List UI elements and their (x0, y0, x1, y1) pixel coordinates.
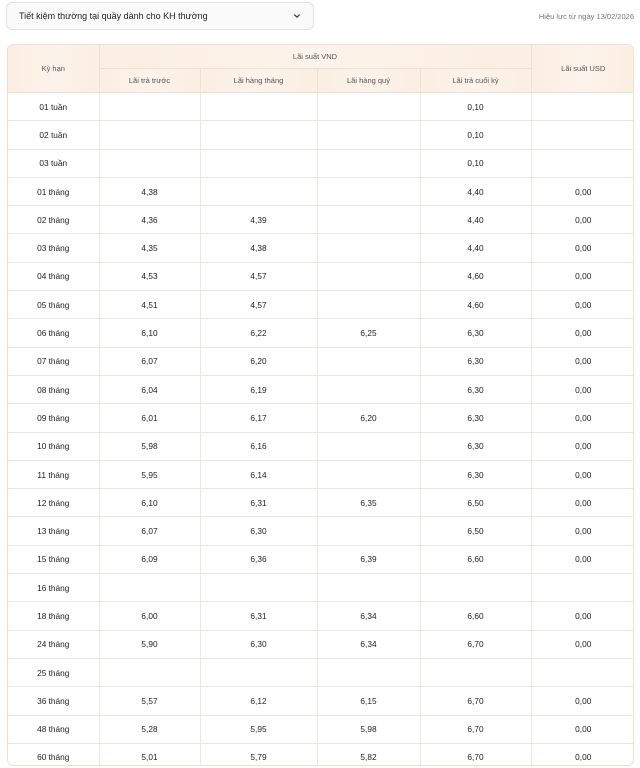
term-cell: 02 tuần (8, 121, 99, 149)
prepaid-rate-cell: 5,01 (99, 743, 200, 766)
term-cell: 02 tháng (8, 206, 99, 234)
quarterly-rate-cell (317, 93, 420, 121)
prepaid-rate-cell (99, 574, 200, 602)
monthly-rate-cell: 6,30 (200, 630, 317, 658)
table-row (8, 460, 634, 488)
quarterly-rate-cell: 6,39 (317, 545, 420, 573)
prepaid-rate-cell: 6,07 (99, 347, 200, 375)
chevron-down-icon (293, 12, 301, 20)
end-of-term-rate-cell: 4,60 (420, 291, 531, 319)
monthly-rate-cell: 6,30 (200, 517, 317, 545)
quarterly-rate-cell: 5,82 (317, 743, 420, 766)
prepaid-rate-cell: 4,53 (99, 262, 200, 290)
term-cell: 24 tháng (8, 630, 99, 658)
monthly-rate-cell (200, 658, 317, 686)
header-end-of-term: Lãi trả cuối kỳ (420, 69, 531, 93)
monthly-rate-cell: 6,16 (200, 432, 317, 460)
prepaid-rate-cell: 5,95 (99, 460, 200, 488)
term-cell: 18 tháng (8, 602, 99, 630)
table-row (8, 234, 634, 262)
usd-rate-cell: 0,00 (531, 234, 634, 262)
end-of-term-rate-cell: 6,70 (420, 630, 531, 658)
quarterly-rate-cell (317, 206, 420, 234)
usd-rate-cell (531, 574, 634, 602)
term-cell: 08 tháng (8, 375, 99, 403)
monthly-rate-cell: 4,38 (200, 234, 317, 262)
term-cell: 10 tháng (8, 432, 99, 460)
monthly-rate-cell: 6,36 (200, 545, 317, 573)
table-row (8, 602, 634, 630)
quarterly-rate-cell: 6,34 (317, 630, 420, 658)
usd-rate-cell (531, 93, 634, 121)
term-cell: 13 tháng (8, 517, 99, 545)
monthly-rate-cell: 4,39 (200, 206, 317, 234)
monthly-rate-cell: 4,57 (200, 262, 317, 290)
usd-rate-cell (531, 658, 634, 686)
term-cell: 04 tháng (8, 262, 99, 290)
end-of-term-rate-cell: 0,10 (420, 121, 531, 149)
prepaid-rate-cell: 4,36 (99, 206, 200, 234)
prepaid-rate-cell: 6,10 (99, 319, 200, 347)
end-of-term-rate-cell (420, 658, 531, 686)
quarterly-rate-cell (317, 658, 420, 686)
table-row (8, 404, 634, 432)
table-row (8, 375, 634, 403)
end-of-term-rate-cell: 6,60 (420, 545, 531, 573)
table-row (8, 319, 634, 347)
monthly-rate-cell (200, 177, 317, 205)
end-of-term-rate-cell: 4,40 (420, 206, 531, 234)
prepaid-rate-cell: 4,35 (99, 234, 200, 262)
quarterly-rate-cell: 6,15 (317, 687, 420, 715)
usd-rate-cell: 0,00 (531, 206, 634, 234)
header-term: Kỳ hạn (8, 45, 99, 93)
term-cell: 03 tháng (8, 234, 99, 262)
prepaid-rate-cell (99, 658, 200, 686)
end-of-term-rate-cell: 4,40 (420, 234, 531, 262)
usd-rate-cell: 0,00 (531, 375, 634, 403)
usd-rate-cell: 0,00 (531, 715, 634, 743)
term-cell: 09 tháng (8, 404, 99, 432)
end-of-term-rate-cell: 6,30 (420, 404, 531, 432)
table-row (8, 489, 634, 517)
usd-rate-cell (531, 121, 634, 149)
interest-rate-table (7, 44, 634, 766)
quarterly-rate-cell: 6,25 (317, 319, 420, 347)
header-usd-rate: Lãi suất USD (531, 45, 634, 93)
usd-rate-cell: 0,00 (531, 432, 634, 460)
table-row (8, 517, 634, 545)
usd-rate-cell: 0,00 (531, 404, 634, 432)
prepaid-rate-cell: 6,09 (99, 545, 200, 573)
quarterly-rate-cell: 6,20 (317, 404, 420, 432)
quarterly-rate-cell (317, 432, 420, 460)
table-row (8, 658, 634, 686)
term-cell: 01 tháng (8, 177, 99, 205)
usd-rate-cell: 0,00 (531, 347, 634, 375)
quarterly-rate-cell (317, 460, 420, 488)
term-cell: 15 tháng (8, 545, 99, 573)
quarterly-rate-cell (317, 347, 420, 375)
term-cell: 60 tháng (8, 743, 99, 766)
table-row (8, 743, 634, 766)
table-row (8, 347, 634, 375)
usd-rate-cell: 0,00 (531, 460, 634, 488)
monthly-rate-cell (200, 574, 317, 602)
table-row (8, 545, 634, 573)
prepaid-rate-cell: 5,98 (99, 432, 200, 460)
usd-rate-cell: 0,00 (531, 687, 634, 715)
term-cell: 36 tháng (8, 687, 99, 715)
table-row (8, 574, 634, 602)
prepaid-rate-cell: 4,38 (99, 177, 200, 205)
monthly-rate-cell (200, 121, 317, 149)
end-of-term-rate-cell: 6,50 (420, 489, 531, 517)
header-vnd-rate: Lãi suất VND (99, 45, 531, 69)
usd-rate-cell: 0,00 (531, 262, 634, 290)
term-cell: 03 tuần (8, 149, 99, 177)
term-cell: 06 tháng (8, 319, 99, 347)
prepaid-rate-cell: 5,57 (99, 687, 200, 715)
monthly-rate-cell (200, 93, 317, 121)
header-monthly: Lãi hàng tháng (200, 69, 317, 93)
quarterly-rate-cell (317, 291, 420, 319)
prepaid-rate-cell: 5,90 (99, 630, 200, 658)
usd-rate-cell: 0,00 (531, 291, 634, 319)
monthly-rate-cell (200, 149, 317, 177)
quarterly-rate-cell (317, 517, 420, 545)
monthly-rate-cell: 6,22 (200, 319, 317, 347)
prepaid-rate-cell (99, 149, 200, 177)
end-of-term-rate-cell: 6,70 (420, 715, 531, 743)
monthly-rate-cell: 6,19 (200, 375, 317, 403)
term-cell: 07 tháng (8, 347, 99, 375)
table-row (8, 432, 634, 460)
monthly-rate-cell: 5,79 (200, 743, 317, 766)
top-bar (6, 2, 634, 32)
end-of-term-rate-cell: 0,10 (420, 93, 531, 121)
usd-rate-cell: 0,00 (531, 177, 634, 205)
prepaid-rate-cell: 6,07 (99, 517, 200, 545)
table-row (8, 206, 634, 234)
table-row (8, 291, 634, 319)
dropdown-selected-label: Tiết kiệm thường tại quầy dành cho KH thường (19, 11, 208, 21)
table-row (8, 715, 634, 743)
quarterly-rate-cell (317, 177, 420, 205)
term-cell: 01 tuần (8, 93, 99, 121)
prepaid-rate-cell: 4,51 (99, 291, 200, 319)
monthly-rate-cell: 6,14 (200, 460, 317, 488)
monthly-rate-cell: 6,31 (200, 602, 317, 630)
table-row (8, 149, 634, 177)
monthly-rate-cell: 6,31 (200, 489, 317, 517)
term-cell: 05 tháng (8, 291, 99, 319)
table-row (8, 121, 634, 149)
end-of-term-rate-cell: 6,50 (420, 517, 531, 545)
monthly-rate-cell: 5,95 (200, 715, 317, 743)
monthly-rate-cell: 6,17 (200, 404, 317, 432)
table-row (8, 177, 634, 205)
usd-rate-cell: 0,00 (531, 319, 634, 347)
end-of-term-rate-cell: 4,60 (420, 262, 531, 290)
usd-rate-cell: 0,00 (531, 602, 634, 630)
end-of-term-rate-cell: 6,30 (420, 460, 531, 488)
quarterly-rate-cell: 6,34 (317, 602, 420, 630)
header-prepaid: Lãi trả trước (99, 69, 200, 93)
end-of-term-rate-cell: 0,10 (420, 149, 531, 177)
monthly-rate-cell: 6,12 (200, 687, 317, 715)
usd-rate-cell: 0,00 (531, 517, 634, 545)
savings-type-dropdown[interactable] (6, 2, 314, 30)
end-of-term-rate-cell (420, 574, 531, 602)
usd-rate-cell (531, 149, 634, 177)
usd-rate-cell: 0,00 (531, 545, 634, 573)
rate-table-body (8, 93, 634, 767)
term-cell: 16 tháng (8, 574, 99, 602)
end-of-term-rate-cell: 6,70 (420, 687, 531, 715)
quarterly-rate-cell (317, 234, 420, 262)
prepaid-rate-cell: 6,04 (99, 375, 200, 403)
term-cell: 48 tháng (8, 715, 99, 743)
end-of-term-rate-cell: 6,70 (420, 743, 531, 766)
table-row (8, 93, 634, 121)
quarterly-rate-cell (317, 149, 420, 177)
quarterly-rate-cell (317, 574, 420, 602)
quarterly-rate-cell: 6,35 (317, 489, 420, 517)
term-cell: 12 tháng (8, 489, 99, 517)
end-of-term-rate-cell: 4,40 (420, 177, 531, 205)
quarterly-rate-cell (317, 262, 420, 290)
prepaid-rate-cell (99, 93, 200, 121)
quarterly-rate-cell (317, 121, 420, 149)
end-of-term-rate-cell: 6,30 (420, 375, 531, 403)
end-of-term-rate-cell: 6,30 (420, 319, 531, 347)
effective-date: Hiệu lực từ ngày 13/02/2026 (538, 12, 634, 21)
term-cell: 25 tháng (8, 658, 99, 686)
usd-rate-cell: 0,00 (531, 630, 634, 658)
header-quarterly: Lãi hàng quý (317, 69, 420, 93)
end-of-term-rate-cell: 6,60 (420, 602, 531, 630)
prepaid-rate-cell: 6,01 (99, 404, 200, 432)
table-row (8, 630, 634, 658)
prepaid-rate-cell: 5,28 (99, 715, 200, 743)
usd-rate-cell: 0,00 (531, 489, 634, 517)
monthly-rate-cell: 4,57 (200, 291, 317, 319)
end-of-term-rate-cell: 6,30 (420, 432, 531, 460)
monthly-rate-cell: 6,20 (200, 347, 317, 375)
term-cell: 11 tháng (8, 460, 99, 488)
end-of-term-rate-cell: 6,30 (420, 347, 531, 375)
quarterly-rate-cell: 5,98 (317, 715, 420, 743)
prepaid-rate-cell: 6,00 (99, 602, 200, 630)
usd-rate-cell: 0,00 (575, 752, 592, 763)
table-row (8, 687, 634, 715)
prepaid-rate-cell (99, 121, 200, 149)
quarterly-rate-cell (317, 375, 420, 403)
table-row (8, 262, 634, 290)
prepaid-rate-cell: 6,10 (99, 489, 200, 517)
